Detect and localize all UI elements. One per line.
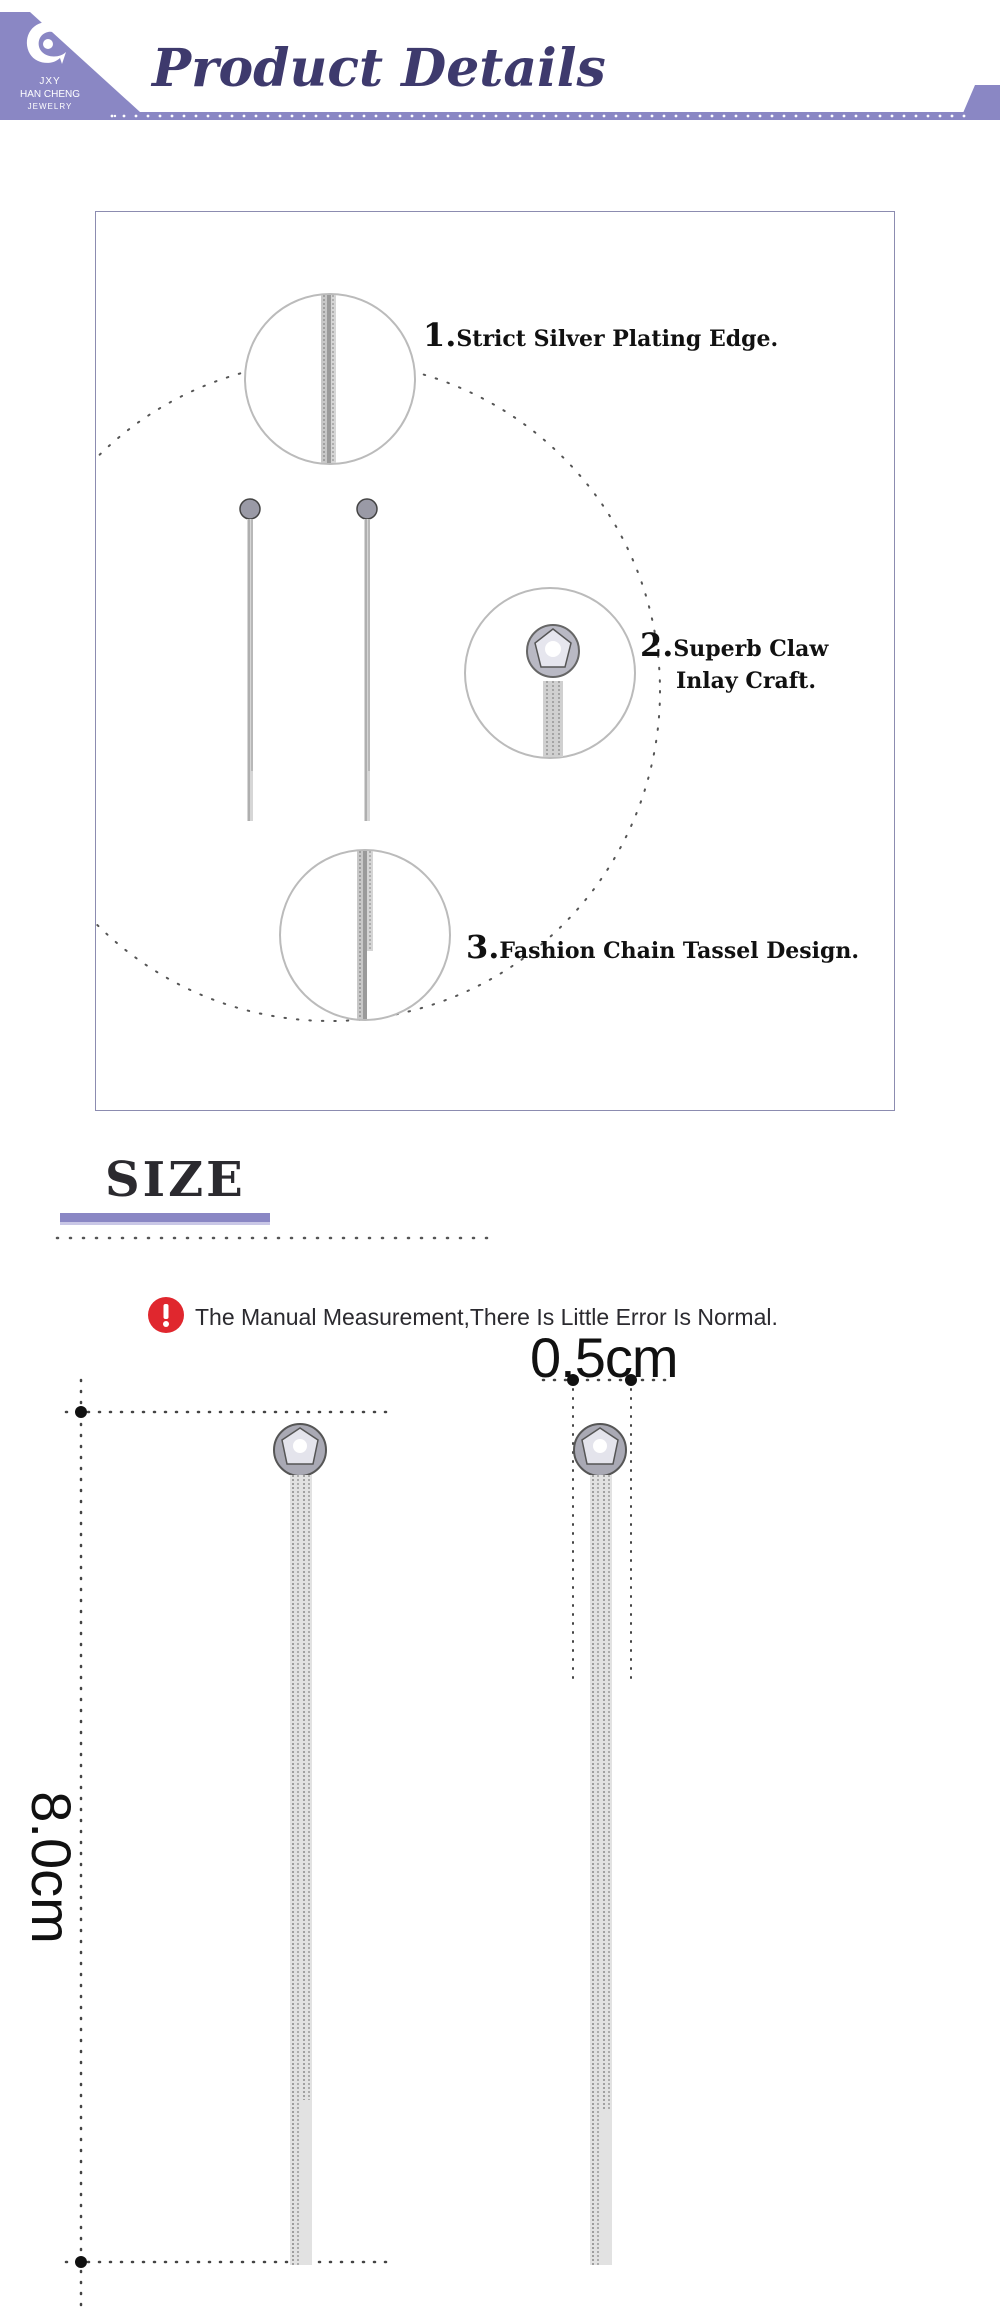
width-dimension-label: 0.5cm: [530, 1326, 678, 1389]
feature-1-number: 1.: [423, 316, 457, 354]
size-diagram: [0, 1340, 1000, 2314]
earring-small-left: [240, 499, 260, 821]
logo-brand: HAN CHENG: [19, 89, 80, 100]
earring-small-right: [357, 499, 377, 821]
feature-1: [423, 316, 778, 354]
feature-3: [466, 928, 859, 966]
feature-3-number: 3.: [466, 928, 500, 966]
feature-3-label: Fashion Chain Tassel Design.: [499, 938, 860, 964]
feature-2-number: 2.: [640, 626, 674, 664]
logo-mark: JXY: [39, 76, 61, 87]
detail-circle-3: [280, 850, 450, 1020]
earring-large-right: [574, 1424, 626, 2265]
alert-icon: [148, 1297, 184, 1333]
size-heading: SIZE: [105, 1152, 246, 1208]
feature-2: [640, 626, 828, 664]
earring-large-left: [274, 1424, 326, 2265]
page-title: Product Details: [152, 38, 606, 99]
measurement-note: The Manual Measurement,There Is Little Error Is Normal.: [195, 1304, 778, 1330]
logo-sub: JEWELRY: [27, 102, 73, 111]
detail-circle-1: [245, 294, 415, 464]
feature-2-label: Superb Claw: [673, 636, 829, 662]
height-dimension-label: 8.0cm: [19, 1791, 83, 1944]
feature-2-line2: Inlay Craft.: [676, 668, 816, 694]
detail-circle-2: [465, 588, 635, 758]
feature-1-label: Strict Silver Plating Edge.: [456, 326, 779, 352]
size-divider: [55, 1233, 495, 1243]
size-underline-light: [60, 1222, 270, 1225]
